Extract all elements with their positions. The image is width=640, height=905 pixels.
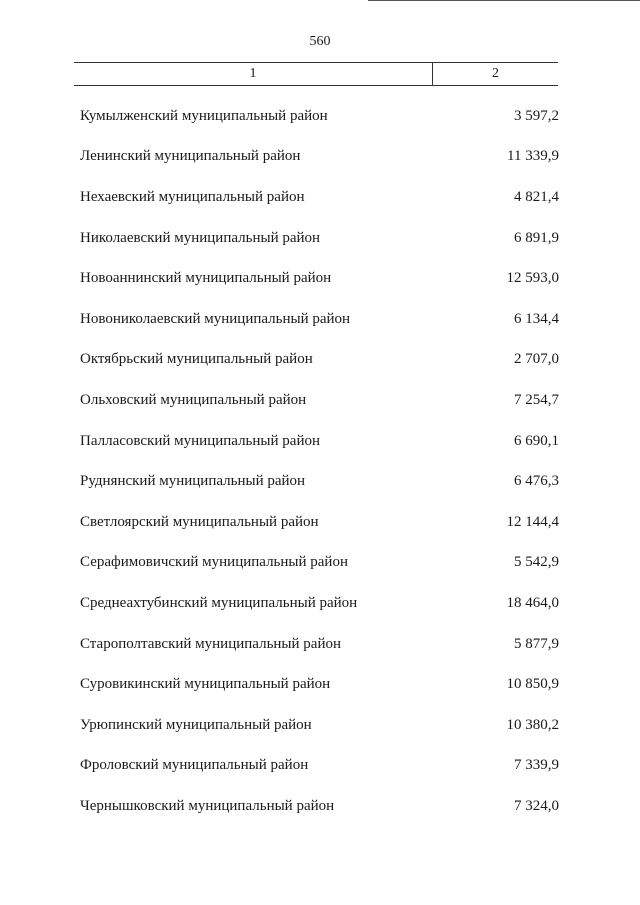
district-name: Палласовский муниципальный район — [80, 432, 320, 449]
district-value: 5 877,9 — [514, 635, 559, 652]
district-name: Кумылженский муниципальный район — [80, 107, 328, 124]
district-name: Старополтавский муниципальный район — [80, 635, 341, 652]
table-row — [80, 258, 559, 299]
table-row — [80, 746, 559, 787]
district-name: Николаевский муниципальный район — [80, 229, 321, 246]
district-name: Ольховский муниципальный район — [80, 391, 307, 408]
district-name: Суровикинский муниципальный район — [80, 676, 331, 693]
district-value: 10 850,9 — [506, 676, 559, 693]
table-row — [80, 583, 559, 624]
district-value: 2 707,0 — [514, 351, 559, 368]
district-value: 7 254,7 — [514, 391, 559, 408]
district-value: 5 542,9 — [514, 554, 559, 571]
table-row — [80, 137, 559, 178]
district-name: Новоаннинский муниципальный район — [80, 270, 332, 287]
district-value: 3 597,2 — [514, 107, 559, 124]
district-value: 12 593,0 — [506, 270, 559, 287]
table-row — [80, 502, 559, 543]
table-row — [80, 218, 559, 259]
table-body — [80, 96, 559, 827]
district-name: Октябрьский муниципальный район — [80, 351, 313, 368]
district-name: Чернышковский муниципальный район — [80, 797, 335, 814]
table-row — [80, 543, 559, 584]
table-row — [80, 421, 559, 462]
district-name: Серафимовичский муниципальный район — [80, 554, 348, 571]
district-value: 12 144,4 — [506, 513, 559, 530]
district-name: Нехаевский муниципальный район — [80, 188, 305, 205]
table-row — [80, 96, 559, 137]
district-value: 11 339,9 — [507, 148, 559, 165]
district-value: 6 134,4 — [514, 310, 559, 327]
table-row — [80, 177, 559, 218]
table-row — [80, 380, 559, 421]
table-row — [80, 299, 559, 340]
district-value: 6 690,1 — [514, 432, 559, 449]
column-header-1: 1 — [74, 63, 433, 85]
table-row — [80, 705, 559, 746]
district-value: 4 821,4 — [514, 188, 559, 205]
district-name: Фроловский муниципальный район — [80, 757, 309, 774]
district-value: 7 324,0 — [514, 797, 559, 814]
column-header-2: 2 — [492, 66, 499, 81]
district-name: Светлоярский муниципальный район — [80, 513, 319, 530]
table-row — [80, 340, 559, 381]
table-row — [80, 624, 559, 665]
district-name: Среднеахтубинский муниципальный район — [80, 594, 358, 611]
page-number: 560 — [309, 34, 331, 49]
district-value: 6 891,9 — [514, 229, 559, 246]
district-name: Урюпинский муниципальный район — [80, 716, 312, 733]
top-rule — [368, 0, 640, 1]
district-value: 18 464,0 — [506, 594, 559, 611]
district-name: Руднянский муниципальный район — [80, 473, 306, 490]
table-row — [80, 664, 559, 705]
table-row — [80, 461, 559, 502]
district-name: Ленинский муниципальный район — [80, 148, 301, 165]
table-header — [74, 62, 558, 86]
table-row — [80, 786, 559, 827]
district-name: Новониколаевский муниципальный район — [80, 310, 351, 327]
district-value: 6 476,3 — [514, 473, 559, 490]
district-value: 7 339,9 — [514, 757, 559, 774]
district-value: 10 380,2 — [506, 716, 559, 733]
